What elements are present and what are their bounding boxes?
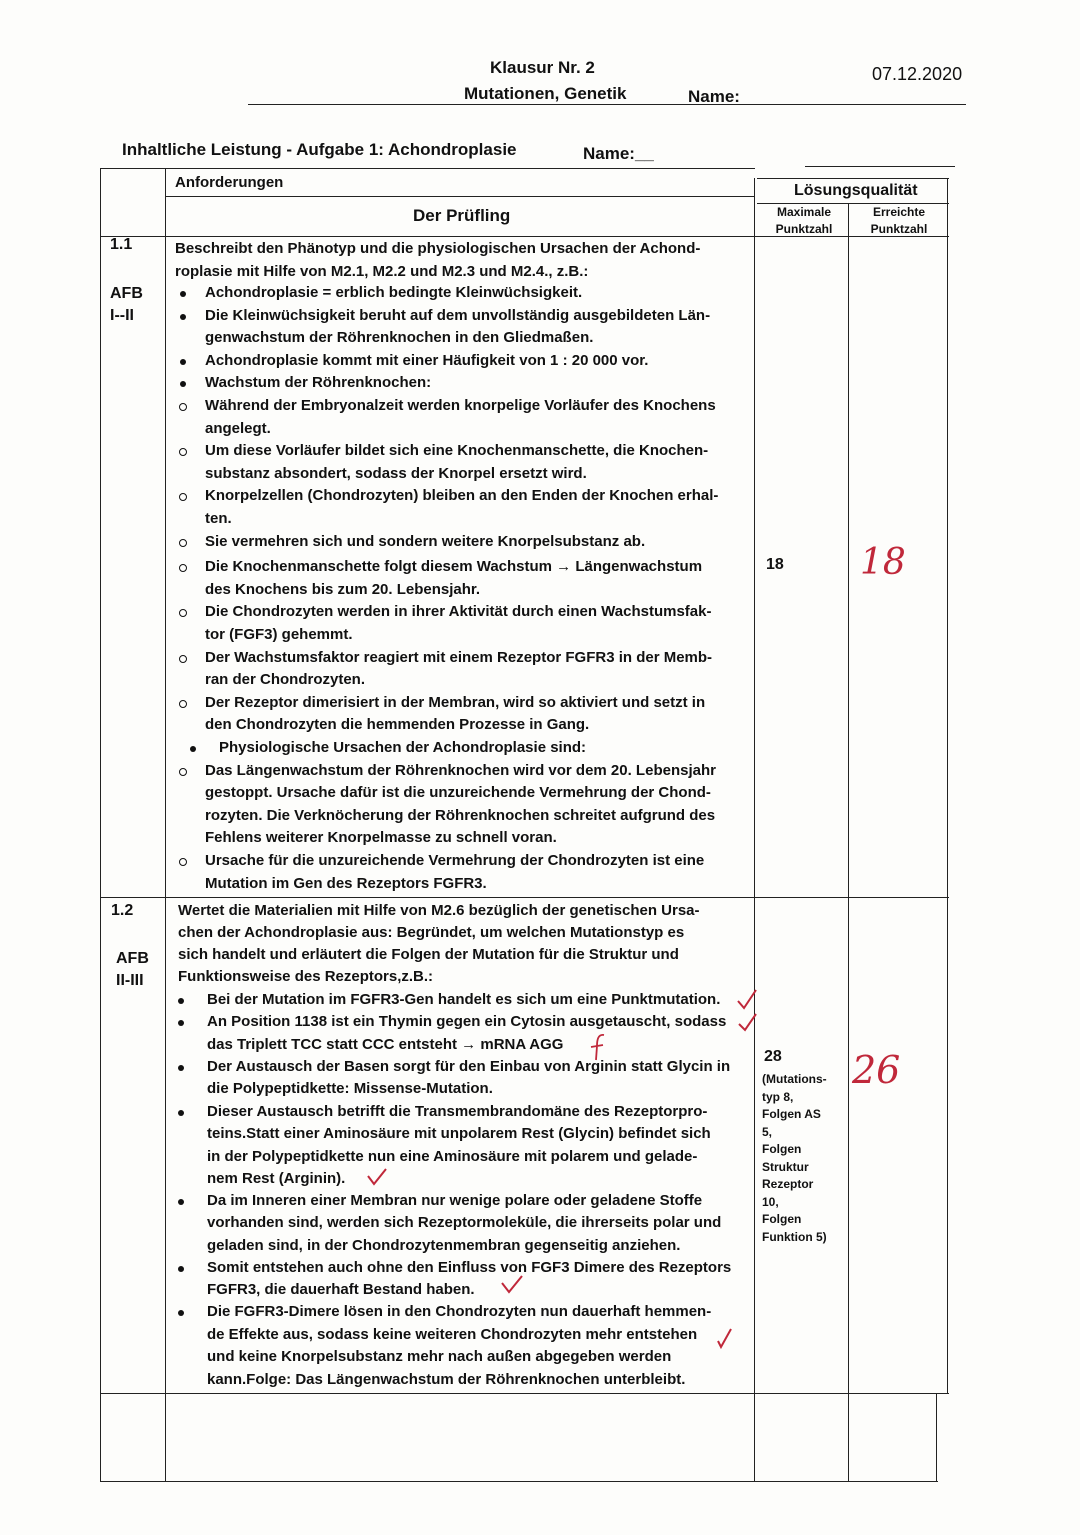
name-label-section: Name:__ <box>583 144 654 163</box>
list-item: An Position 1138 ist ein Thymin gegen ein Cytosin ausgetauscht, sodass das Triplett TCC statt CCC entsteht → mRNA AGG <box>207 1013 727 1053</box>
check-mark-icon <box>366 1166 388 1188</box>
column-header-requirements: Anforderungen <box>175 174 284 191</box>
list-item: Knorpelzellen (Chondrozyten) bleiben an den Enden der Knochen erhal- ten. <box>205 487 719 527</box>
point-breakdown-line: Folgen <box>762 1142 802 1156</box>
list-item: Physiologische Ursachen der Achondroplasie sind: <box>219 739 587 756</box>
circle-bullet-icon <box>179 858 187 866</box>
achieved-points-handwritten: 26 <box>852 1048 901 1092</box>
exam-subtitle: Mutationen, Genetik <box>464 84 627 103</box>
bullet-icon <box>178 1065 184 1071</box>
bullet-icon <box>190 746 196 752</box>
bullet-icon <box>180 314 186 320</box>
task-intro: Beschreibt den Phänotyp und die physiologischen Ursachen der Achond- roplasie mit Hilfe von M2.1, M2.2 und M2.3 und M2.4., z.B.: <box>175 240 701 280</box>
task-intro: Wertet die Materialien mit Hilfe von M2.6 bezüglich der genetischen Ursa- chen der Achondroplasie aus: Begründet, um welchen Mutationstyp es sich handelt und erläutert die Folgen der Mutation für die Struktur und Funktionsweise des Rezeptors,z.B.: <box>178 902 700 985</box>
list-item: Achondroplasie = erblich bedingte Kleinwüchsigkeit. <box>205 284 583 301</box>
max-points: 28 <box>764 1048 782 1065</box>
list-item: Achondroplasie kommt mit einer Häufigkeit von 1 : 20 000 vor. <box>205 351 649 369</box>
list-item: Dieser Austausch betrifft die Transmembrandomäne des Rezeptorpro- teins.Statt einer Aminosäure mit unpolarem Rest (Glycin) befindet sich in der Polypeptidkette nun eine Aminosäure mit polarem und gelade- nem Rest (Arginin). <box>207 1102 711 1187</box>
bullet-icon <box>180 359 186 365</box>
task-number: 1.2 <box>111 902 134 919</box>
circle-bullet-icon <box>179 448 187 456</box>
bullet-icon <box>178 1110 184 1116</box>
column-header-achieved-points: Erreichte Punktzahl <box>870 205 928 236</box>
point-breakdown-line: typ 8, <box>762 1089 794 1104</box>
list-item: Der Rezeptor dimerisiert in der Membran, wird so aktiviert und setzt in den Chondrozyten die hemmenden Prozesse in Gang. <box>205 693 706 734</box>
check-mark-icon <box>716 1327 734 1351</box>
list-item: Die FGFR3-Dimere lösen in den Chondrozyten nun dauerhaft hemmen- de Effekte aus, sodass keine weiteren Chondrozyten mehr entstehen und keine Knorpelsubstanz mehr nach außen abgegeben werden kann.Folge: Das Längenwachstum der Röhrenknochen unterbleibt. <box>207 1303 712 1388</box>
achieved-points-handwritten: 18 <box>860 542 906 583</box>
bullet-icon <box>180 381 186 387</box>
list-item: Wachstum der Röhrenknochen: <box>205 374 432 392</box>
bullet-icon <box>178 998 184 1004</box>
point-breakdown-line: (Mutations- <box>762 1072 827 1086</box>
circle-bullet-icon <box>179 609 187 617</box>
check-mark-icon <box>737 1012 759 1034</box>
list-item: Die Chondrozyten werden in ihrer Aktivität durch einen Wachstumsfak- tor (FGF3) gehemmt. <box>205 603 712 643</box>
check-mark-icon <box>735 988 759 1012</box>
point-breakdown-line: Struktur <box>762 1159 809 1174</box>
list-item: Die Knochenmanschette folgt diesem Wachstum → Längenwachstum des Knochens bis zum 20. Lebensjahr. <box>205 558 703 598</box>
list-item: Sie vermehren sich und sondern weitere Knorpelsubstanz ab. <box>205 532 646 550</box>
task-number: 1.1 <box>110 236 133 253</box>
point-breakdown-line: Rezeptor <box>762 1177 814 1191</box>
list-item: Das Längenwachstum der Röhrenknochen wird vor dem 20. Lebensjahr gestoppt. Ursache dafür ist die unzureichende Vermehrung der Chond- rozyten. Die Verknöcherung der Röhrenknochen schreitet aufgrund des Fehlens weiterer Knorpelmasse zu schnell voran. <box>205 761 716 847</box>
circle-bullet-icon <box>179 539 187 547</box>
column-header-quality: Lösungsqualität <box>794 182 918 199</box>
circle-bullet-icon <box>179 700 187 708</box>
circle-bullet-icon <box>179 768 187 776</box>
max-points: 18 <box>766 556 784 573</box>
exam-title: Klausur Nr. 2 <box>490 58 595 77</box>
bullet-icon <box>178 1310 184 1316</box>
circle-bullet-icon <box>179 655 187 663</box>
list-item: Der Wachstumsfaktor reagiert mit einem Rezeptor FGFR3 in der Memb- ran der Chondrozyten. <box>205 648 713 689</box>
list-item: Bei der Mutation im FGFR3-Gen handelt es sich um eine Punktmutation. <box>207 991 721 1008</box>
column-header-pruefling: Der Prüfling <box>413 206 511 225</box>
header-underline <box>248 104 966 105</box>
bullet-icon <box>178 1199 184 1205</box>
list-item: Ursache für die unzureichende Vermehrung der Chondrozyten ist eine Mutation im Gen des Rezeptors FGFR3. <box>205 852 705 892</box>
f-mark-icon <box>588 1032 610 1062</box>
list-item: Da im Inneren einer Membran nur wenige polare oder geladene Stoffe vorhanden sind, werden sich Rezeptormoleküle, die ihrerseits polar und geladen sind, in der Chondrozytenmembran gegenseitig anziehen. <box>207 1191 722 1254</box>
check-mark-icon <box>500 1274 524 1296</box>
list-item: Somit entstehen auch ohne den Einfluss von FGF3 Dimere des Rezeptors FGFR3, die dauerhaft Bestand haben. <box>207 1258 732 1299</box>
bullet-icon <box>178 1266 184 1272</box>
circle-bullet-icon <box>179 564 187 572</box>
point-breakdown-line: 10, <box>762 1194 779 1209</box>
circle-bullet-icon <box>179 403 187 411</box>
bullet-icon <box>178 1020 184 1026</box>
task-afb-label: AFB II-III <box>116 950 149 989</box>
point-breakdown-line: Folgen AS <box>762 1107 821 1121</box>
point-breakdown <box>762 1071 827 1246</box>
bullet-icon <box>180 291 186 297</box>
exam-date: 07.12.2020 <box>872 64 963 84</box>
column-header-max-points: Maximale Punktzahl <box>775 205 833 236</box>
circle-bullet-icon <box>179 493 187 501</box>
task-afb-label: AFB I--II <box>110 285 143 324</box>
name-underline <box>805 166 955 167</box>
section-title: Inhaltliche Leistung - Aufgabe 1: Achondroplasie <box>122 140 517 159</box>
list-item: Während der Embryonalzeit werden knorpelige Vorläufer des Knochens angelegt. <box>205 397 716 437</box>
point-breakdown-line: 5, <box>762 1124 773 1139</box>
list-item: Um diese Vorläufer bildet sich eine Knochenmanschette, die Knochen- substanz absondert, sodass der Knorpel ersetzt wird. <box>205 442 709 482</box>
point-breakdown-line: Funktion 5) <box>762 1229 827 1244</box>
list-item: Der Austausch der Basen sorgt für den Einbau von Arginin statt Glycin in die Polypeptidkette: Missense-Mutation. <box>207 1057 731 1098</box>
list-item: Die Kleinwüchsigkeit beruht auf dem unvollständig ausgebildeten Län- genwachstum der Röhrenknochen in den Gliedmaßen. <box>205 306 711 347</box>
name-label-top: Name: <box>688 87 740 106</box>
point-breakdown-line: Folgen <box>762 1212 802 1226</box>
